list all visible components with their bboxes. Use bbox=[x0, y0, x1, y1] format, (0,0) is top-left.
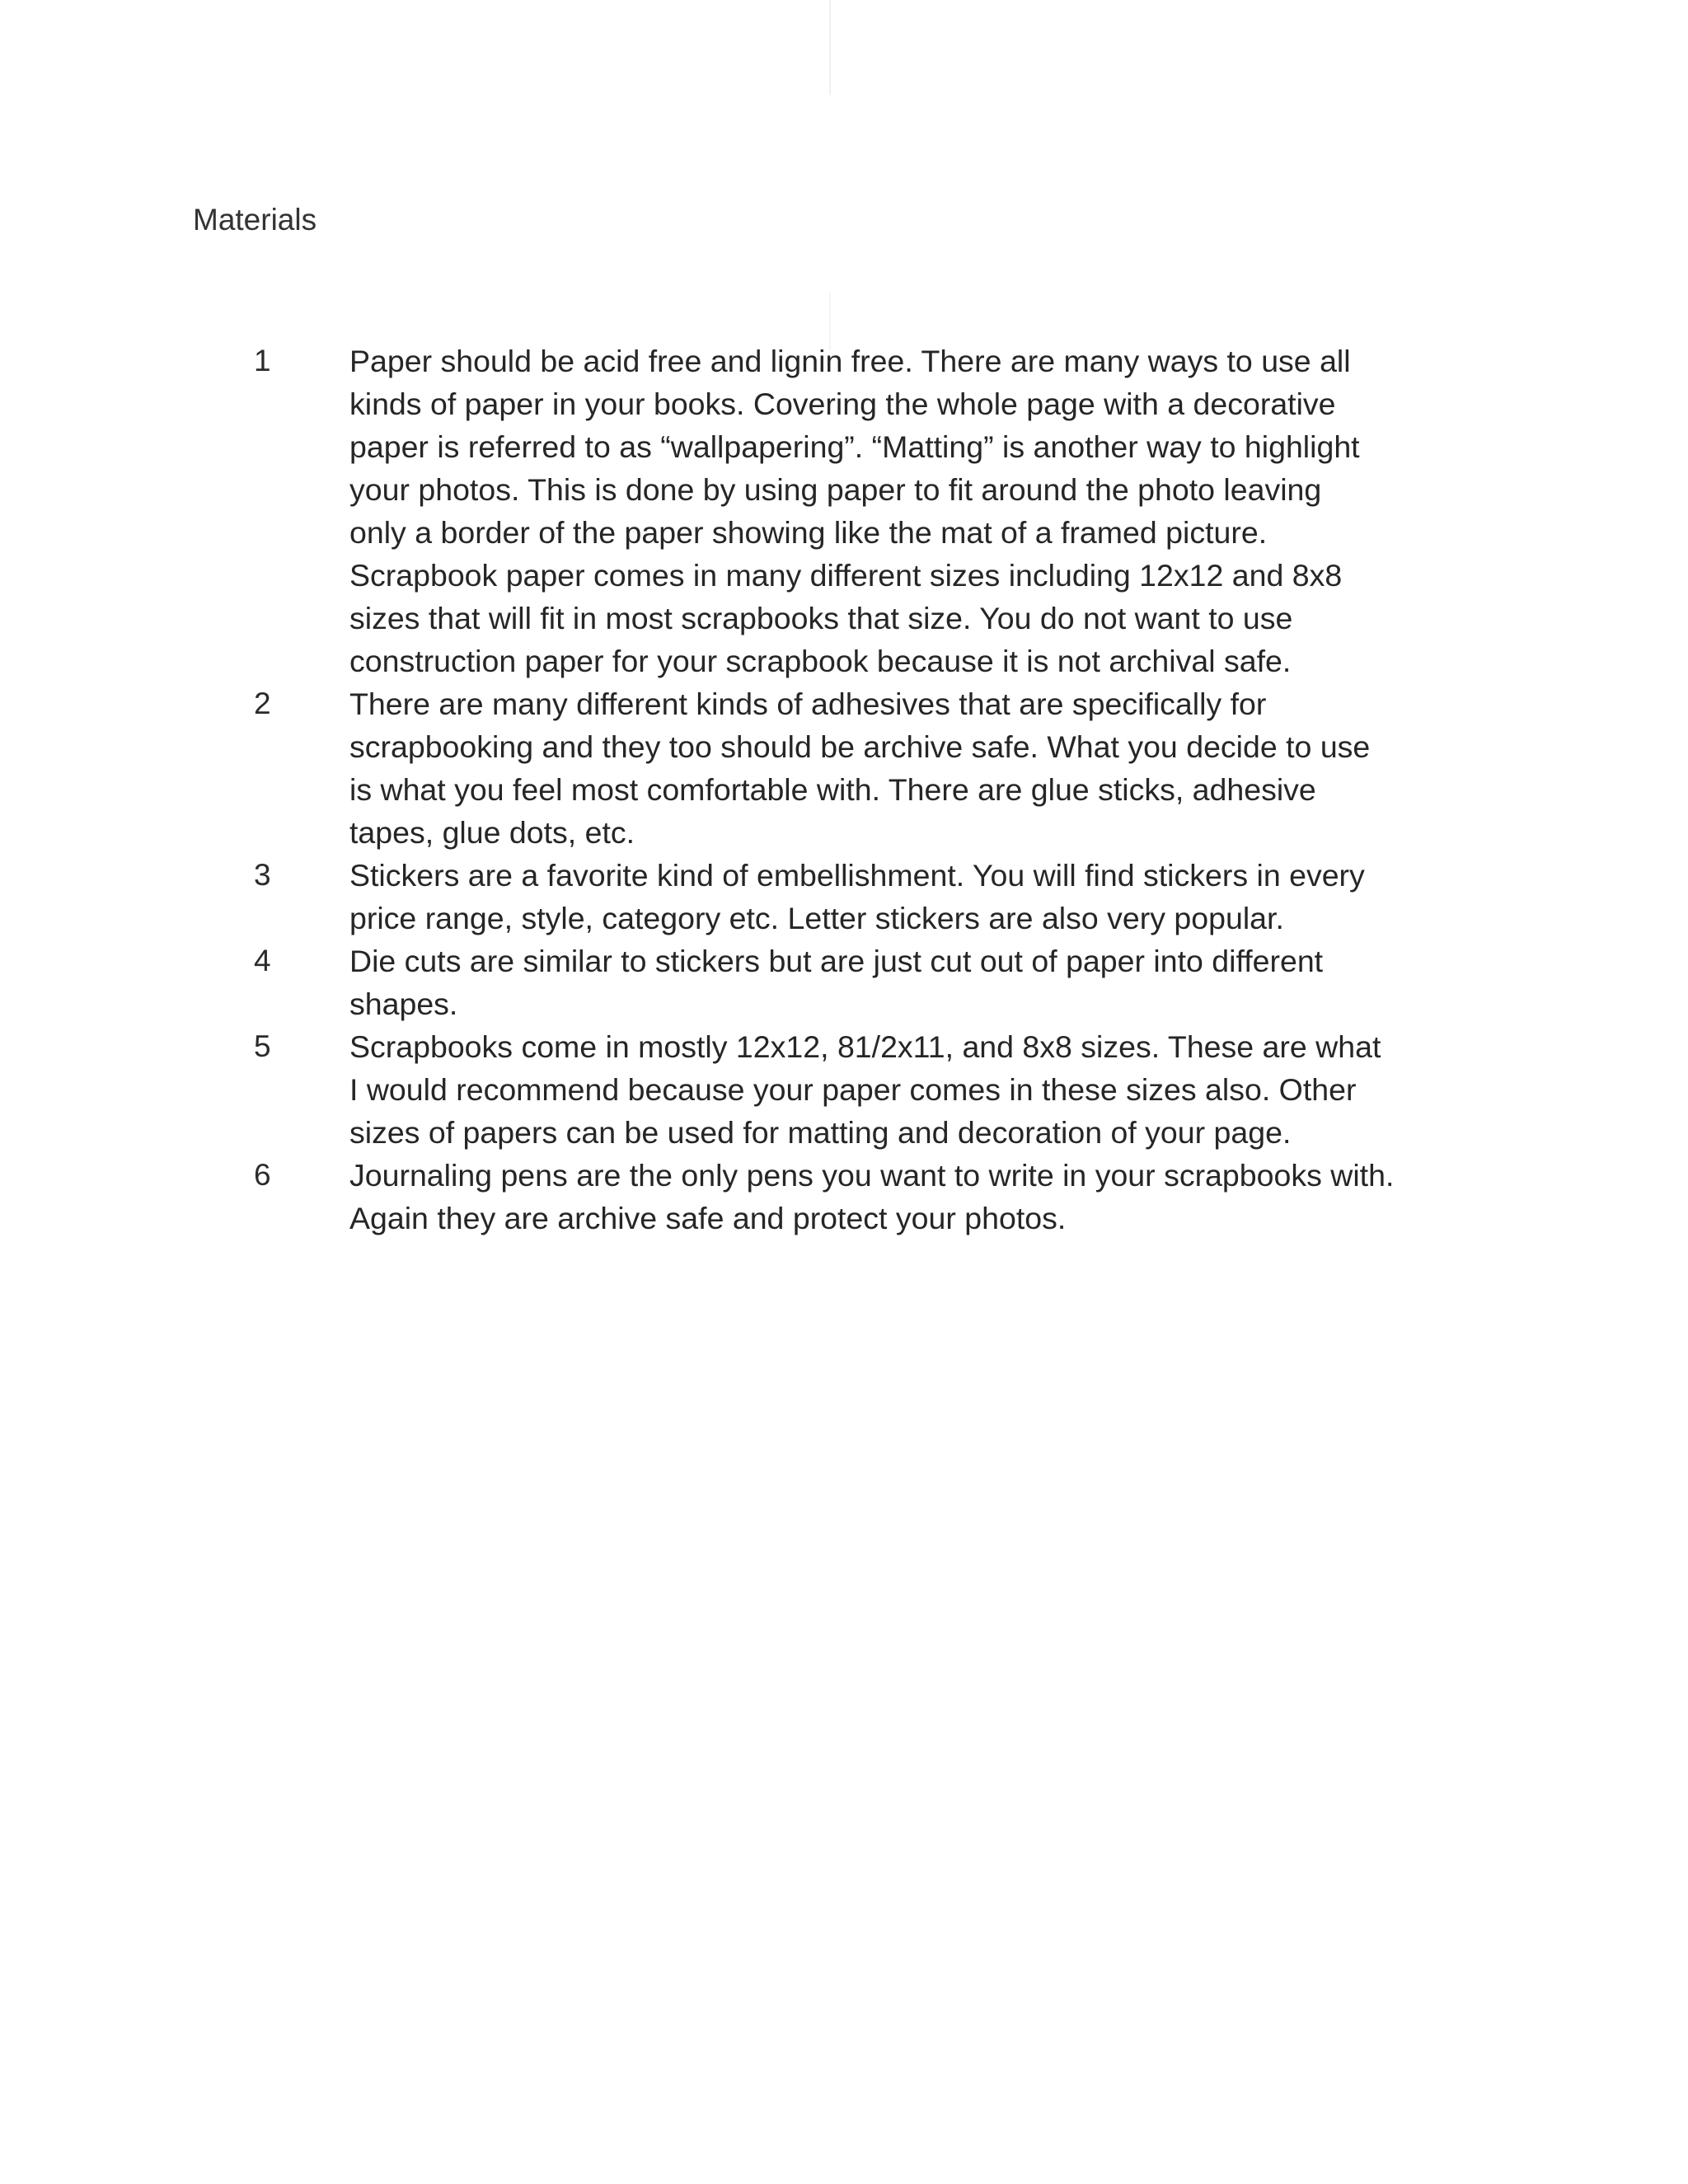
list-item-text: Die cuts are similar to stickers but are just cut out of paper into different shapes. bbox=[349, 944, 1324, 1021]
list-item-number: 3 bbox=[254, 858, 271, 892]
page-title: Materials bbox=[193, 203, 317, 237]
list-item-number: 4 bbox=[254, 944, 271, 977]
list-item-text: Scrapbooks come in mostly 12x12, 81/2x11, and 8x8 sizes. These are what I would recommend because your paper comes in these sizes also. Other sizes of papers can be used for matting and decoration of your page. bbox=[349, 1029, 1381, 1150]
list-item-text: Paper should be acid free and lignin free. There are many ways to use all kinds of paper in your books. Covering the whole page with a decorative paper is referred to as “wallpapering”. “Matting” is another way to highlight your photos. This is done by using paper to fit around the photo leaving only a border of the paper showing like the mat of a framed picture. Scrapbook paper comes in many different sizes including 12x12 and 8x8 sizes that will fit in most scrapbooks that size. You do not want to use construction paper for your scrapbook because it is not archival safe. bbox=[349, 344, 1360, 678]
scan-artifact-line bbox=[829, 0, 831, 95]
list-item-number: 1 bbox=[254, 344, 271, 377]
list-item bbox=[247, 1025, 1484, 1154]
list-item bbox=[247, 854, 1484, 940]
list-item-text: Journaling pens are the only pens you want to write in your scrapbooks with. Again they are archive safe and protect your photos. bbox=[349, 1158, 1395, 1235]
list-item-number: 5 bbox=[254, 1029, 271, 1063]
list-item-text: There are many different kinds of adhesives that are specifically for scrapbooking and they too should be archive safe. What you decide to use is what you feel most comfortable with. There are glue sticks, adhesive tapes, glue dots, etc. bbox=[349, 687, 1371, 850]
list-item bbox=[247, 682, 1484, 854]
list-item-text: Stickers are a favorite kind of embellishment. You will find stickers in every price range, style, category etc. Letter stickers are also very popular. bbox=[349, 858, 1365, 935]
list-item bbox=[247, 340, 1484, 682]
materials-list bbox=[247, 340, 1484, 1240]
list-item-number: 2 bbox=[254, 687, 271, 720]
list-item bbox=[247, 1154, 1484, 1240]
list-item-number: 6 bbox=[254, 1158, 271, 1192]
list-item bbox=[247, 940, 1484, 1025]
